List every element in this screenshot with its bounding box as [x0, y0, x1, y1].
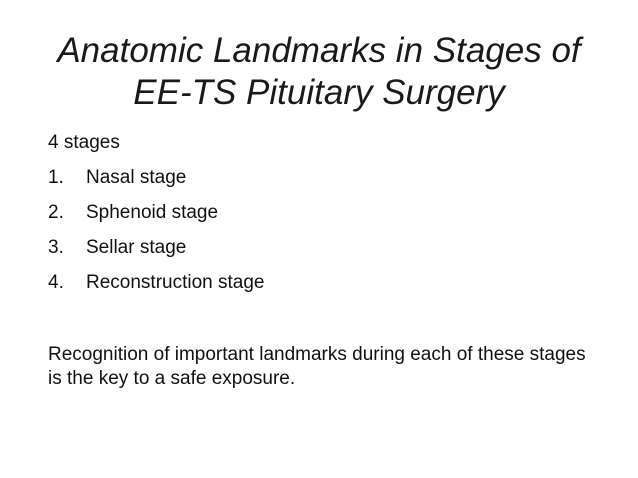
stage-label: Nasal stage	[86, 167, 187, 188]
stage-label: Sphenoid stage	[86, 202, 219, 223]
stage-item-sphenoid	[48, 200, 608, 235]
stage-number: 3.	[48, 237, 64, 258]
stage-item-sellar	[48, 235, 608, 270]
stage-item-nasal	[48, 165, 608, 200]
stage-number: 2.	[48, 202, 64, 223]
slide-title-line-2: EE-TS Pituitary Surgery	[133, 73, 505, 112]
stage-number: 4.	[48, 272, 64, 293]
stage-label: Reconstruction stage	[86, 272, 265, 293]
stage-label: Sellar stage	[86, 237, 187, 258]
stage-item-reconstruction	[48, 270, 608, 305]
stage-list	[48, 165, 608, 305]
slide-body	[48, 130, 608, 391]
summary-text: Recognition of important landmarks during each of these stages is the key to a safe exposure.	[48, 344, 586, 389]
stage-number: 1.	[48, 167, 64, 188]
slide-title	[40, 30, 598, 114]
slide-title-line-1: Anatomic Landmarks in Stages of	[57, 31, 581, 70]
stages-intro: 4 stages	[48, 132, 120, 153]
